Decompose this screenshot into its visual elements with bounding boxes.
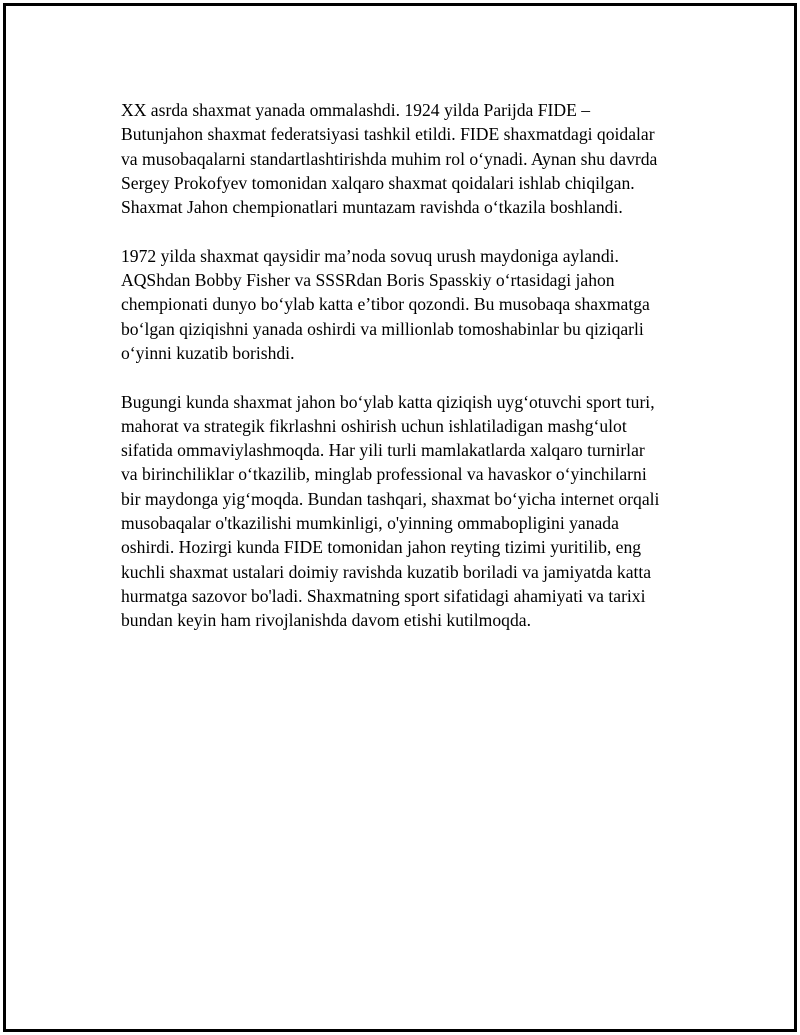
text-line: Shaxmat Jahon chempionatlari muntazam ravishda o‘tkazila boshlandi. xyxy=(121,197,623,218)
text-line: o‘yinni kuzatib borishdi. xyxy=(121,342,295,363)
text-line: kuchli shaxmat ustalari doimiy ravishda kuzatib boriladi va jamiyatda katta xyxy=(121,561,652,582)
text-line: bir maydonga yig‘moqda. Bundan tashqari, shaxmat bo‘yicha internet orqali xyxy=(121,488,660,509)
text-line: sifatida ommaviylashmoqda. Har yili turli mamlakatlarda xalqaro turnirlar xyxy=(121,440,645,461)
text-line: 1972 yilda shaxmat qaysidir ma’noda sovuq urush maydoniga aylandi. xyxy=(121,245,619,266)
text-line: Sergey Prokofyev tomonidan xalqaro shaxmat qoidalari ishlab chiqilgan. xyxy=(121,172,635,193)
text-line: XX asrda shaxmat yanada ommalashdi. 1924 yilda Parijda FIDE – xyxy=(121,100,591,120)
text-line: chempionati dunyo bo‘ylab katta e’tibor qozondi. Bu musobaqa shaxmatga xyxy=(121,294,650,315)
text-line: Bugungi kunda shaxmat jahon bo‘ylab katta qiziqish uyg‘otuvchi sport turi, xyxy=(121,391,655,412)
text-line: va birinchiliklar o‘tkazilib, minglab professional va havaskor o‘yinchilarni xyxy=(121,464,647,485)
text-line: bundan keyin ham rivojlanishda davom etishi kutilmoqda. xyxy=(121,610,531,631)
page-frame xyxy=(3,3,797,1032)
paragraph-1972-championship xyxy=(121,244,681,365)
text-line: bo‘lgan qiziqishni yanada oshirdi va millionlab tomoshabinlar bu qiziqarli xyxy=(121,318,644,339)
text-line: oshirdi. Hozirgi kunda FIDE tomonidan jahon reyting tizimi yuritilib, eng xyxy=(121,537,642,558)
text-line: va musobaqalarni standartlashtirishda muhim rol o‘ynadi. Aynan shu davrda xyxy=(121,148,658,169)
text-line: musobaqalar o'tkazilishi mumkinligi, o'yinning ommabopligini yanada xyxy=(121,513,619,534)
document-body xyxy=(121,98,681,657)
text-line: AQShdan Bobby Fisher va SSSRdan Boris Spasskiy o‘rtasidagi jahon xyxy=(121,270,615,291)
text-line: hurmatga sazovor bo'ladi. Shaxmatning sport sifatidagi ahamiyati va tarixi xyxy=(121,585,646,606)
text-line: Butunjahon shaxmat federatsiyasi tashkil etildi. FIDE shaxmatdagi qoidalar xyxy=(121,124,655,145)
paragraph-modern-chess xyxy=(121,390,681,633)
paragraph-fide-history xyxy=(121,98,681,219)
text-line: mahorat va strategik fikrlashni oshirish uchun ishlatiladigan mashg‘ulot xyxy=(121,415,627,436)
